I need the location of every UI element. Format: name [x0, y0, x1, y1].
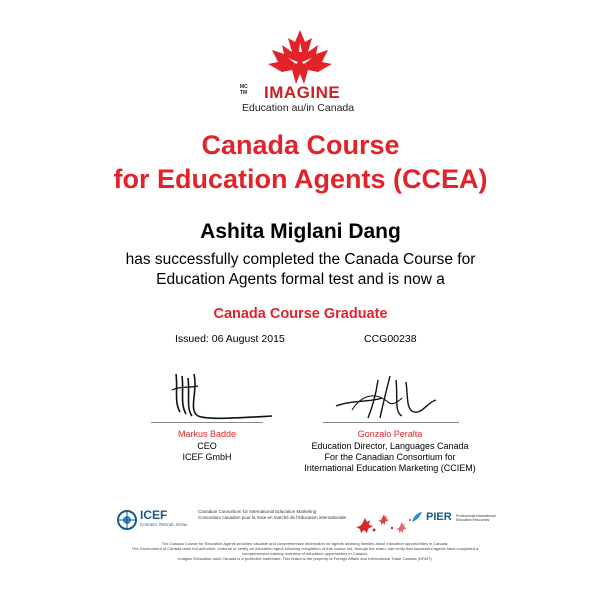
signature-line-director [323, 422, 459, 423]
icef-tagline: Connect. Recruit. Grow. [140, 522, 188, 527]
certificate-number: CCG00238 [364, 333, 417, 345]
signatory-role-line: CEO [197, 441, 217, 451]
brand-subtitle: Education au/in Canada [242, 102, 355, 114]
signatory-role-line: International Education Marketing (CCIEM) [304, 463, 476, 473]
signatory-role-line: ICEF GmbH [182, 452, 232, 462]
disclaimer-line: Imagine Education au/in Canada is a protected trademark. This brand is the property of Foreign Affairs and International Trade Canada (DFAIT) [178, 556, 432, 561]
recipient-name: Ashita Miglani Dang [200, 220, 401, 243]
icef-globe-icon [116, 509, 138, 531]
completion-statement [0, 250, 601, 290]
maple-leaf-icon [228, 28, 373, 88]
signature-line-ceo [151, 422, 263, 423]
trademark-mark: MC TM [240, 84, 248, 96]
signatory-name-ceo: Markus Badde [177, 429, 237, 439]
pier-tagline: Professional International Education Resources [456, 514, 496, 522]
icef-logo-text: ICEF [140, 508, 168, 522]
disclaimer-line: The Canada Course for Education Agents provides valuable and comprehensive information for agents advising families about education opportunities in Canada. [161, 541, 449, 546]
pier-logo-text: PIER [426, 511, 452, 523]
course-title-line-2: for Education Agents (CCEA) [113, 164, 488, 194]
signatory-name-director: Gonzalo Peralta [357, 429, 423, 439]
course-title-line-1: Canada Course [201, 130, 400, 160]
signatory-role-ceo [151, 441, 263, 463]
signatory-role-director [290, 441, 490, 474]
brand-wordmark: IMAGINE [264, 83, 341, 102]
imagine-logo [228, 28, 373, 114]
pier-logo-icon [410, 510, 424, 524]
completion-statement-line-2: Education Agents formal test and is now a [156, 271, 445, 288]
graduate-status: Canada Course Graduate [213, 306, 388, 322]
signature-gonzalo-peralta [332, 372, 442, 424]
disclaimer-line: comprehensive training overview of education opportunities in Canada. [242, 551, 368, 556]
signatory-role-line: For the Canadian Consortium for [324, 452, 456, 462]
signatory-role-line: Education Director, Languages Canada [311, 441, 469, 451]
disclaimer-line: The Government of Canada does not authorize, endorse or certify an education agent following completion of this course but, through the exam, can verify that successful agents have completed a [131, 546, 479, 551]
partner-logos [112, 506, 496, 538]
cciem-name-fr: Consortium canadien pour la mise en marché de l'éducation internationale [198, 515, 346, 520]
signature-markus-badde [168, 368, 278, 424]
course-title [0, 128, 601, 196]
disclaimer-text [110, 541, 500, 561]
completion-statement-line-1: has successfully completed the Canada Course for [125, 251, 476, 268]
cciem-name-en: Canadian Consortium for International Education Marketing [198, 509, 317, 514]
issue-date: Issued: 06 August 2015 [175, 333, 285, 345]
